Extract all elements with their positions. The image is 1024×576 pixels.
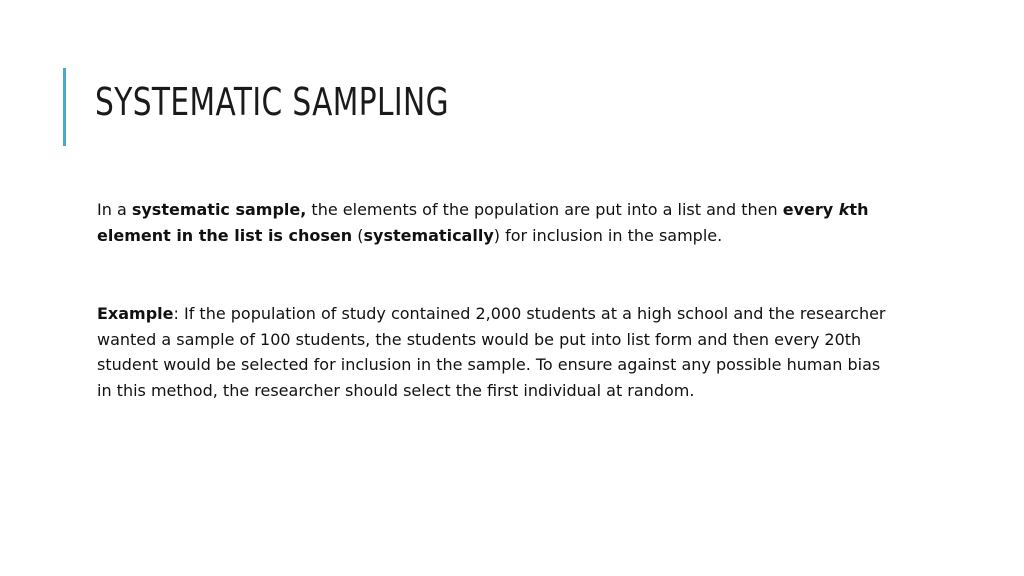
term-systematic-sample: systematic sample, <box>131 200 307 219</box>
slide-title: SYSTEMATIC SAMPLING <box>95 80 449 124</box>
term-systematically: systematically <box>363 225 494 245</box>
title-accent-bar <box>63 68 66 146</box>
example-paragraph <box>97 301 887 403</box>
definition-text-3: ( <box>352 225 364 245</box>
definition-paragraph <box>97 197 887 248</box>
definition-text-4: ) for inclusion in the sample. <box>493 225 723 245</box>
term-every-kth-element: every kth element in the list is chosen <box>97 200 869 245</box>
example-text: : If the population of study contained 2,000 students at a high school and the researcher wanted a sample of 100 students, the students would be put into list form and then every 20th student would be selected for inclusion in the sample. To ensure against any possible human bias in this method, the researcher should select the first individual at random. <box>97 304 886 400</box>
definition-text-2: the elements of the population are put into a list and then <box>306 200 783 219</box>
example-label: Example <box>97 304 174 323</box>
term-k-italic: k <box>838 200 850 219</box>
definition-text-1: In a <box>97 200 132 219</box>
